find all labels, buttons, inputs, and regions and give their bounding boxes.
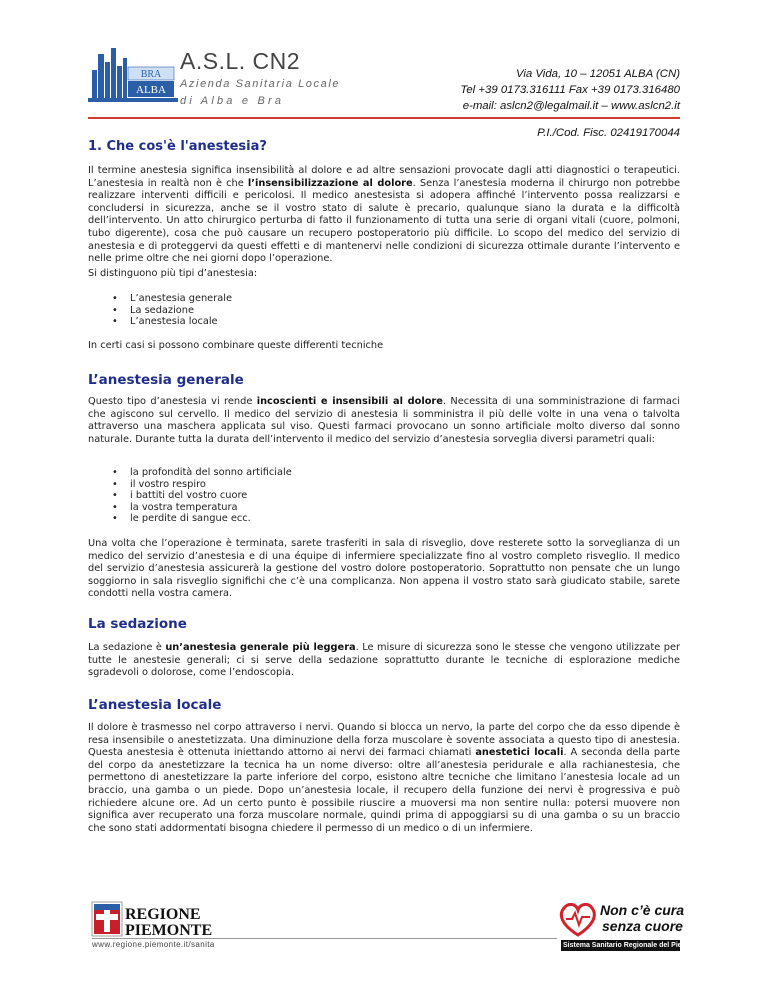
regione-line2: PIEMONTE xyxy=(125,922,213,939)
types-intro: Si distinguono più tipi d’anestesia: xyxy=(88,268,258,279)
org-location: di Alba e Bra xyxy=(180,95,285,107)
list-item: • La sedazione xyxy=(112,305,232,317)
general-anesthesia-paragraph: Questo tipo d’anestesia vi rende incoscienti e insensibili al dolore. Necessita di una somministrazione di farmaci che agiscono sul cervello. Il medico del servizio di anestesia li somministra il più delle volte in una vena o talvolta attraverso una maschera applicata sul viso. Questi farmaci provocano un sonno artificiale molto diverso dal sonno naturale. Durante tutta la durata dell’intervento il medico del servizio d’anestesia sorveglia diversi parametri quali: xyxy=(88,396,680,445)
section-title-general-anesthesia: L’anestesia generale xyxy=(88,372,244,388)
vat-number: P.I./Cod. Fisc. 02419170044 xyxy=(537,127,680,139)
list-item: • le perdite di sangue ecc. xyxy=(112,513,292,525)
cura-tagline: Sistema Sanitario Regionale del Piemonte xyxy=(563,942,703,949)
org-name: A.S.L. CN2 xyxy=(180,48,301,74)
org-subtitle: Azienda Sanitaria Locale xyxy=(180,78,341,90)
footer-divider xyxy=(92,938,557,939)
regione-url: www.regione.piemonte.it/sanita xyxy=(92,940,215,949)
section-title-local-anesthesia: L’anestesia locale xyxy=(88,697,222,713)
list-item: • la vostra temperatura xyxy=(112,502,292,514)
list-item: • L’anestesia locale xyxy=(112,316,232,328)
list-item: • L’anestesia generale xyxy=(112,293,232,305)
email-website: e-mail: aslcn2@legalmail.it – www.aslcn2.it xyxy=(462,100,680,112)
list-item: • il vostro respiro xyxy=(112,479,292,491)
intro-paragraph: Il termine anestesia significa insensibilità al dolore e ad altre sensazioni provocate dagli atti diagnostici o terapeutici. L’anestesia in realtà non è che l’insensibilizzazione al dolore. Senza l’anestesia moderna il chirurgo non potrebbe realizzare interventi difficili e pericolosi. Il medico anestesista si adopera affinché l’intervento possa realizzarsi e concludersi in sicurezza, anche se il vostro stato di salute è precario, qualunque siano la durata e la difficoltà dell’intervento. Un atto chirurgico perturba di fatto il funzionamento di tutta una serie di organi vitali (cuore, polmoni, tubo digerente), cosa che può causare un recupero postoperatorio più difficile. Lo scopo del medico del servizio di anestesia e di proteggervi da questi effetti e di mantenervi nelle condizioni di sicurezza ottimale durante l’intervento e nelle prime oltre che nei giorni dopo l’operazione. xyxy=(88,165,680,265)
recovery-paragraph: Una volta che l’operazione è terminata, sarete trasferiti in sala di risveglio, dove resterete sotto la sorveglianza di un medico del servizio d’anestesia e di una équipe di infermiere specializzate fino al vostro completo risveglio. Il medico del servizio d’anestesia assicurerà la gestione del vostro dolore postoperatorio. Soprattutto non pensate che un lungo soggiorno in sala risveglio significhi che c’è una complicanza. Non appena il vostro stato sarà giudicato stabile, sarete condotti nella vostra camera. xyxy=(88,538,680,600)
section-title-sedation: La sedazione xyxy=(88,616,187,632)
logo-badge-bra: BRA xyxy=(140,69,162,80)
header-divider xyxy=(88,117,680,119)
cura-slogan-line2: senza cuore xyxy=(602,918,683,934)
address: Via Vida, 10 – 12051 ALBA (CN) xyxy=(515,68,680,80)
asl-logo xyxy=(88,44,178,104)
regione-line1: REGIONE xyxy=(125,906,201,923)
monitored-parameters-list xyxy=(112,467,292,525)
cura-slogan-line1: Non c’è cura xyxy=(600,902,685,918)
list-item: • i battiti del vostro cuore xyxy=(112,490,292,502)
sedation-paragraph: La sedazione è un’anestesia generale più leggera. Le misure di sicurezza sono le stesse che vengono utilizzate per tutte le anestesie generali; ci si serve della sedazione soprattutto durante le tecniche di esplorazione mediche sgradevoli o dolorose, come l’endoscopia. xyxy=(88,642,681,679)
logo-badge-alba: ALBA xyxy=(136,84,166,96)
phone-fax: Tel +39 0173.316111 Fax +39 0173.316480 xyxy=(460,84,680,96)
list-item: • la profondità del sonno artificiale xyxy=(112,467,292,479)
combine-note: In certi casi si possono combinare queste differenti tecniche xyxy=(88,340,384,351)
section-title-what-is-anesthesia: 1. Che cos'è l'anestesia? xyxy=(88,139,267,154)
local-anesthesia-paragraph: Il dolore è trasmesso nel corpo attraverso i nervi. Quando si blocca un nervo, la parte del corpo che da esso dipende è resa insensibile o anestetizzata. Una diminuzione della forza muscolare è sovente associata a questo tipo di anestesia. Questa anestesia è ottenuta iniettando attorno ai nervi dei farmaci chiamati anestetici locali. A seconda della parte del corpo da anestetizzare la tecnica ha un nome diverso: oltre all’anestesia peridurale e alla rachianestesia, che permettono di anestetizzare la parte inferiore del corpo, esistono altre tecniche che limitano l’anestesia locale ad un braccio, una gamba o un piede. Dopo un’anestesia locale, il recupero della funzione dei nervi è progressiva e può richiedere alcune ore. Ad un certo punto è possibile riuscire a muoversi ma non sentire nulla: potersi muovere non significa aver recuperato una forza muscolare normale, quindi prima di appoggiarsi su di una gamba o su un braccio che sono stati addormentati bisogna chiedere il permesso di un medico o di un infermiere. xyxy=(88,722,681,834)
anesthesia-types-list xyxy=(112,293,232,328)
